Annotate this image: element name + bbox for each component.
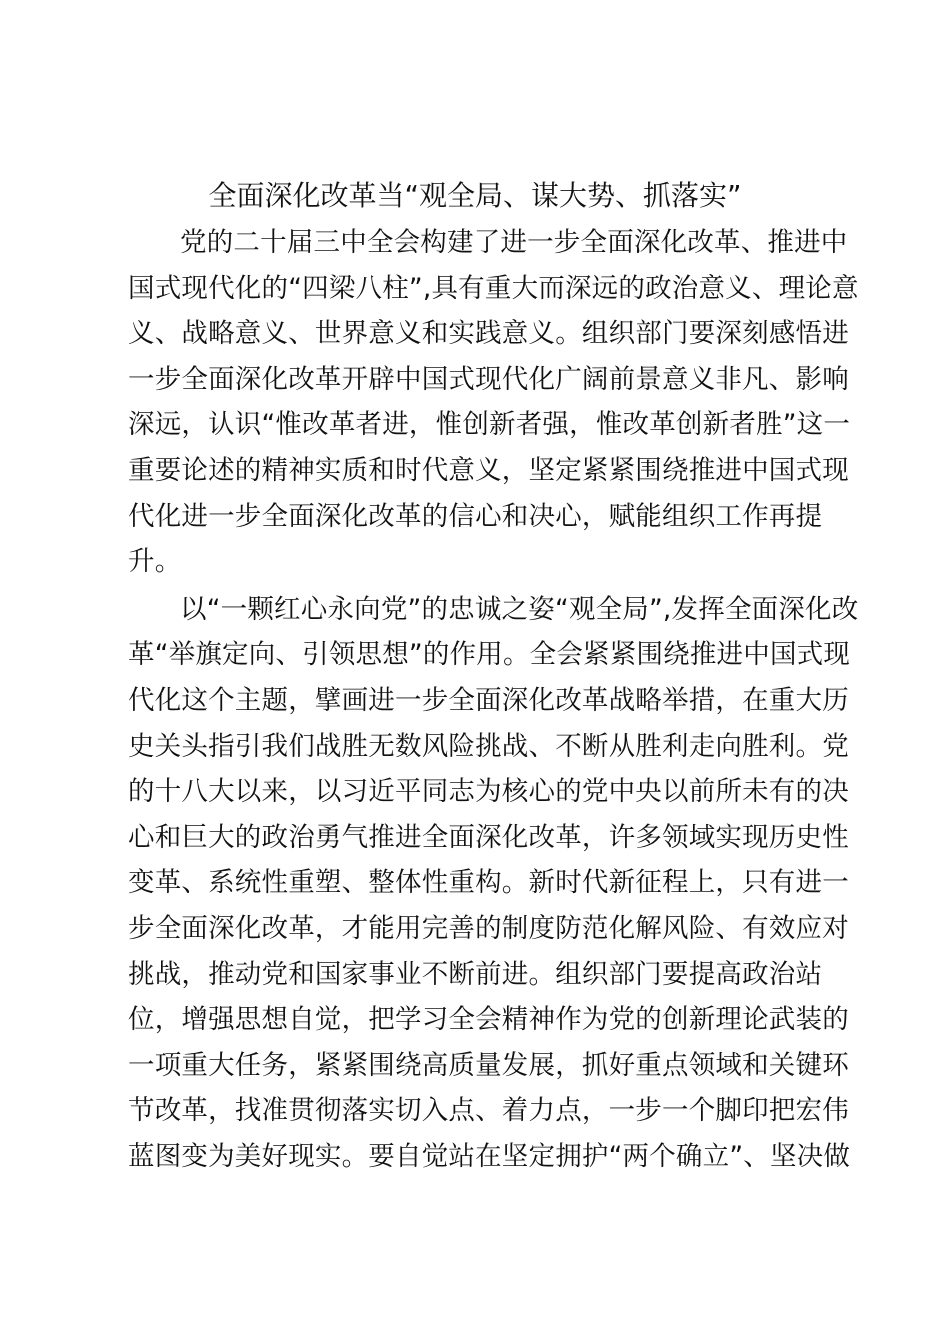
document-body xyxy=(128,220,859,1179)
text-line: 节改革，找准贯彻落实切入点、着力点，一步一个脚印把宏伟 xyxy=(128,1095,849,1127)
text-line: 义、战略意义、世界意义和实践意义。组织部门要深刻感悟进 xyxy=(128,318,849,350)
paragraph-1 xyxy=(128,220,859,585)
text-line: 心和巨大的政治勇气推进全面深化改革，许多领域实现历史性 xyxy=(128,821,849,853)
text-line: 蓝图变为美好现实。要自觉站在坚定拥护“两个确立”、坚决做 xyxy=(128,1140,851,1172)
text-line: 一步全面深化改革开辟中国式现代化广阔前景意义非凡、影响 xyxy=(128,363,849,395)
text-line: 挑战，推动党和国家事业不断前进。组织部门要提高政治站 xyxy=(128,958,823,990)
text-line: 升。 xyxy=(128,546,182,578)
document-title: 全面深化改革当“观全局、谋大势、抓落实” xyxy=(208,179,742,212)
text-line: 国式现代化的“四梁八柱”,具有重大而深远的政治意义、理论意 xyxy=(128,272,859,304)
text-line: 位，增强思想自觉，把学习全会精神作为党的创新理论武装的 xyxy=(128,1004,849,1036)
text-line: 党的二十届三中全会构建了进一步全面深化改革、推进中 xyxy=(180,227,848,258)
text-line: 代化这个主题，擘画进一步全面深化改革战略举措，在重大历 xyxy=(128,684,849,716)
text-line: 史关头指引我们战胜无数风险挑战、不断从胜利走向胜利。党 xyxy=(128,730,849,762)
text-line: 革“举旗定向、引领思想”的作用。全会紧紧围绕推进中国式现 xyxy=(128,639,851,671)
text-line: 重要论述的精神实质和时代意义，坚定紧紧围绕推进中国式现 xyxy=(128,454,849,486)
text-line: 深远，认识“惟改革者进，惟创新者强，惟改革创新者胜”这一 xyxy=(128,409,851,441)
paragraph-2 xyxy=(128,587,859,1180)
text-line: 步全面深化改革，才能用完善的制度防范化解风险、有效应对 xyxy=(128,912,849,944)
text-line: 变革、系统性重塑、整体性重构。新时代新征程上，只有进一 xyxy=(128,867,849,899)
text-line: 代化进一步全面深化改革的信心和决心，赋能组织工作再提 xyxy=(128,500,823,532)
text-line: 的十八大以来，以习近平同志为核心的党中央以前所未有的决 xyxy=(128,776,849,808)
text-line: 一项重大任务，紧紧围绕高质量发展，抓好重点领域和关键环 xyxy=(128,1049,849,1081)
text-line: 以“一颗红心永向党”的忠诚之姿“观全局”,发挥全面深化改 xyxy=(180,593,859,625)
